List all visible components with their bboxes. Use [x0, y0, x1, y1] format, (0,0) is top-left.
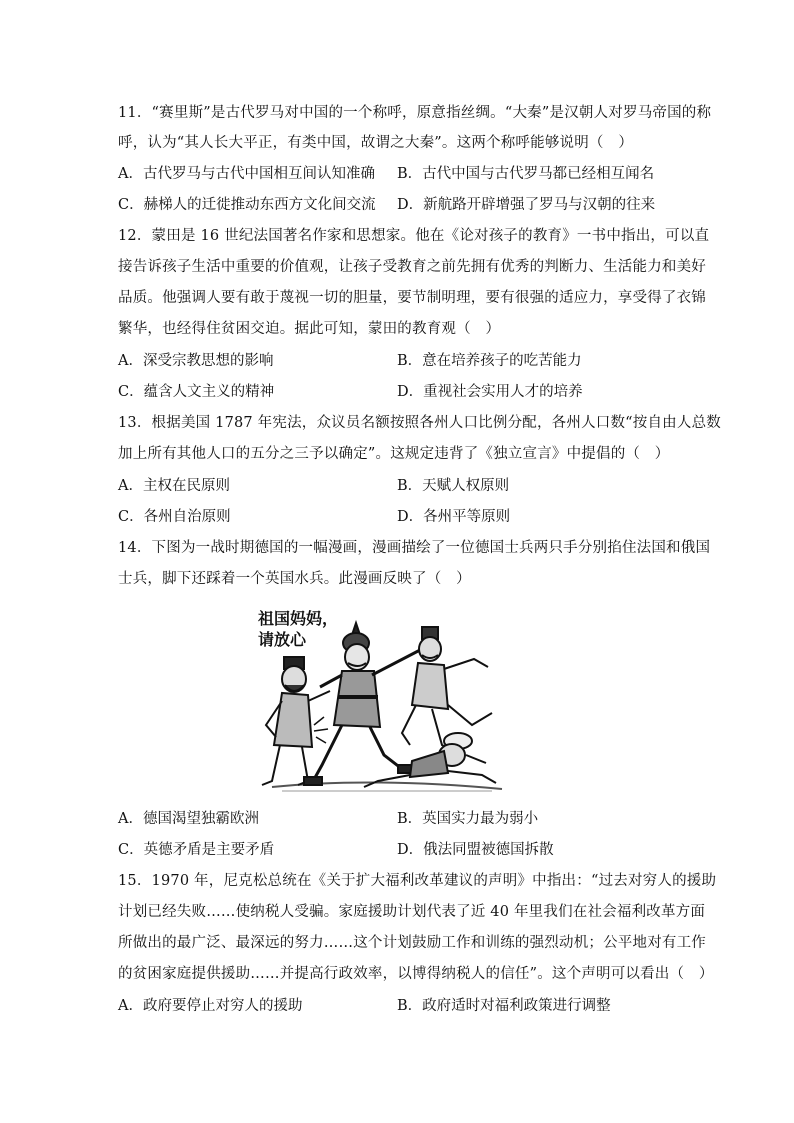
q15-option-b: B．政府适时对福利政策进行调整: [397, 998, 611, 1014]
q15-stem-line-2: 计划已经失败……使纳税人受骗。家庭援助计划代表了近 40 年里我们在社会福利改革方面: [118, 904, 706, 920]
q11-option-a: A．古代罗马与古代中国相互间认知准确: [118, 166, 375, 182]
q12-option-c: C．蕴含人文主义的精神: [118, 384, 275, 400]
q13-stem-line-1: 13．根据美国 1787 年宪法，众议员名额按照各州人口比例分配，各州人口数“按自由人总数: [118, 415, 721, 431]
q14-option-b: B．英国实力最为弱小: [397, 811, 539, 827]
q14-stem-line-1: 14．下图为一战时期德国的一幅漫画，漫画描绘了一位德国士兵两只手分别掐住法国和俄国: [118, 540, 711, 556]
q14-option-d: D．俄法同盟被德国拆散: [397, 842, 554, 858]
q15-stem-line-3: 所做出的最广泛、最深远的努力……这个计划鼓励工作和训练的强烈动机；公平地对有工作: [118, 935, 706, 951]
q11-option-b: B．古代中国与古代罗马都已经相互闻名: [397, 166, 655, 182]
q13-option-d: D．各州平等原则: [397, 509, 511, 525]
q12-stem-line-1: 12．蒙田是 16 世纪法国著名作家和思想家。他在《论对孩子的教育》一书中指出，可以直: [118, 228, 710, 244]
q11-option-d: D．新航路开辟增强了罗马与汉朝的往来: [397, 197, 656, 213]
cartoon-caption-line-1: 祖国妈妈，: [258, 609, 339, 628]
wwi-cartoon-image: [252, 605, 518, 795]
q15-stem-line-4: 的贫困家庭提供援助……并提高行政效率，以博得纳税人的信任”。这个声明可以看出（ ）: [118, 966, 714, 982]
q12-stem-line-2: 接告诉孩子生活中重要的价值观，让孩子受教育之前先拥有优秀的判断力、生活能力和美好: [118, 259, 706, 275]
q14-stem-line-2: 士兵，脚下还踩着一个英国水兵。此漫画反映了（ ）: [118, 571, 471, 587]
q11-stem-line-2: 呼，认为“其人长大平正，有类中国，故谓之大秦”。这两个称呼能够说明（ ）: [118, 135, 634, 151]
q13-option-a: A．主权在民原则: [118, 478, 230, 494]
q12-option-a: A．深受宗教思想的影响: [118, 353, 274, 369]
q12-option-d: D．重视社会实用人才的培养: [397, 384, 583, 400]
q13-option-b: B．天赋人权原则: [397, 478, 510, 494]
q13-stem-line-2: 加上所有其他人口的五分之三予以确定”。这规定违背了《独立宣言》中提倡的（ ）: [118, 446, 670, 462]
q12-option-b: B．意在培养孩子的吃苦能力: [397, 353, 582, 369]
q12-stem-line-4: 繁华，也经得住贫困交迫。据此可知，蒙田的教育观（ ）: [118, 321, 501, 337]
q15-option-a: A．政府要停止对穷人的援助: [118, 998, 303, 1014]
q14-option-c: C．英德矛盾是主要矛盾: [118, 842, 275, 858]
q11-option-c: C．赫梯人的迁徙推动东西方文化间交流: [118, 197, 376, 213]
q14-option-a: A．德国渴望独霸欧洲: [118, 811, 259, 827]
q11-stem-line-1: 11．“赛里斯”是古代罗马对中国的一个称呼，原意指丝绸。“大秦”是汉朝人对罗马帝国的称: [118, 105, 712, 121]
q15-stem-line-1: 15．1970 年，尼克松总统在《关于扩大福利改革建议的声明》中指出：“过去对穷人的援助: [118, 873, 717, 889]
q13-option-c: C．各州自治原则: [118, 509, 231, 525]
q12-stem-line-3: 品质。他强调人要有敢于蔑视一切的胆量，要节制明理，要有很强的适应力，享受得了衣锦: [118, 290, 706, 306]
cartoon-caption-line-2: 请放心: [258, 630, 307, 649]
